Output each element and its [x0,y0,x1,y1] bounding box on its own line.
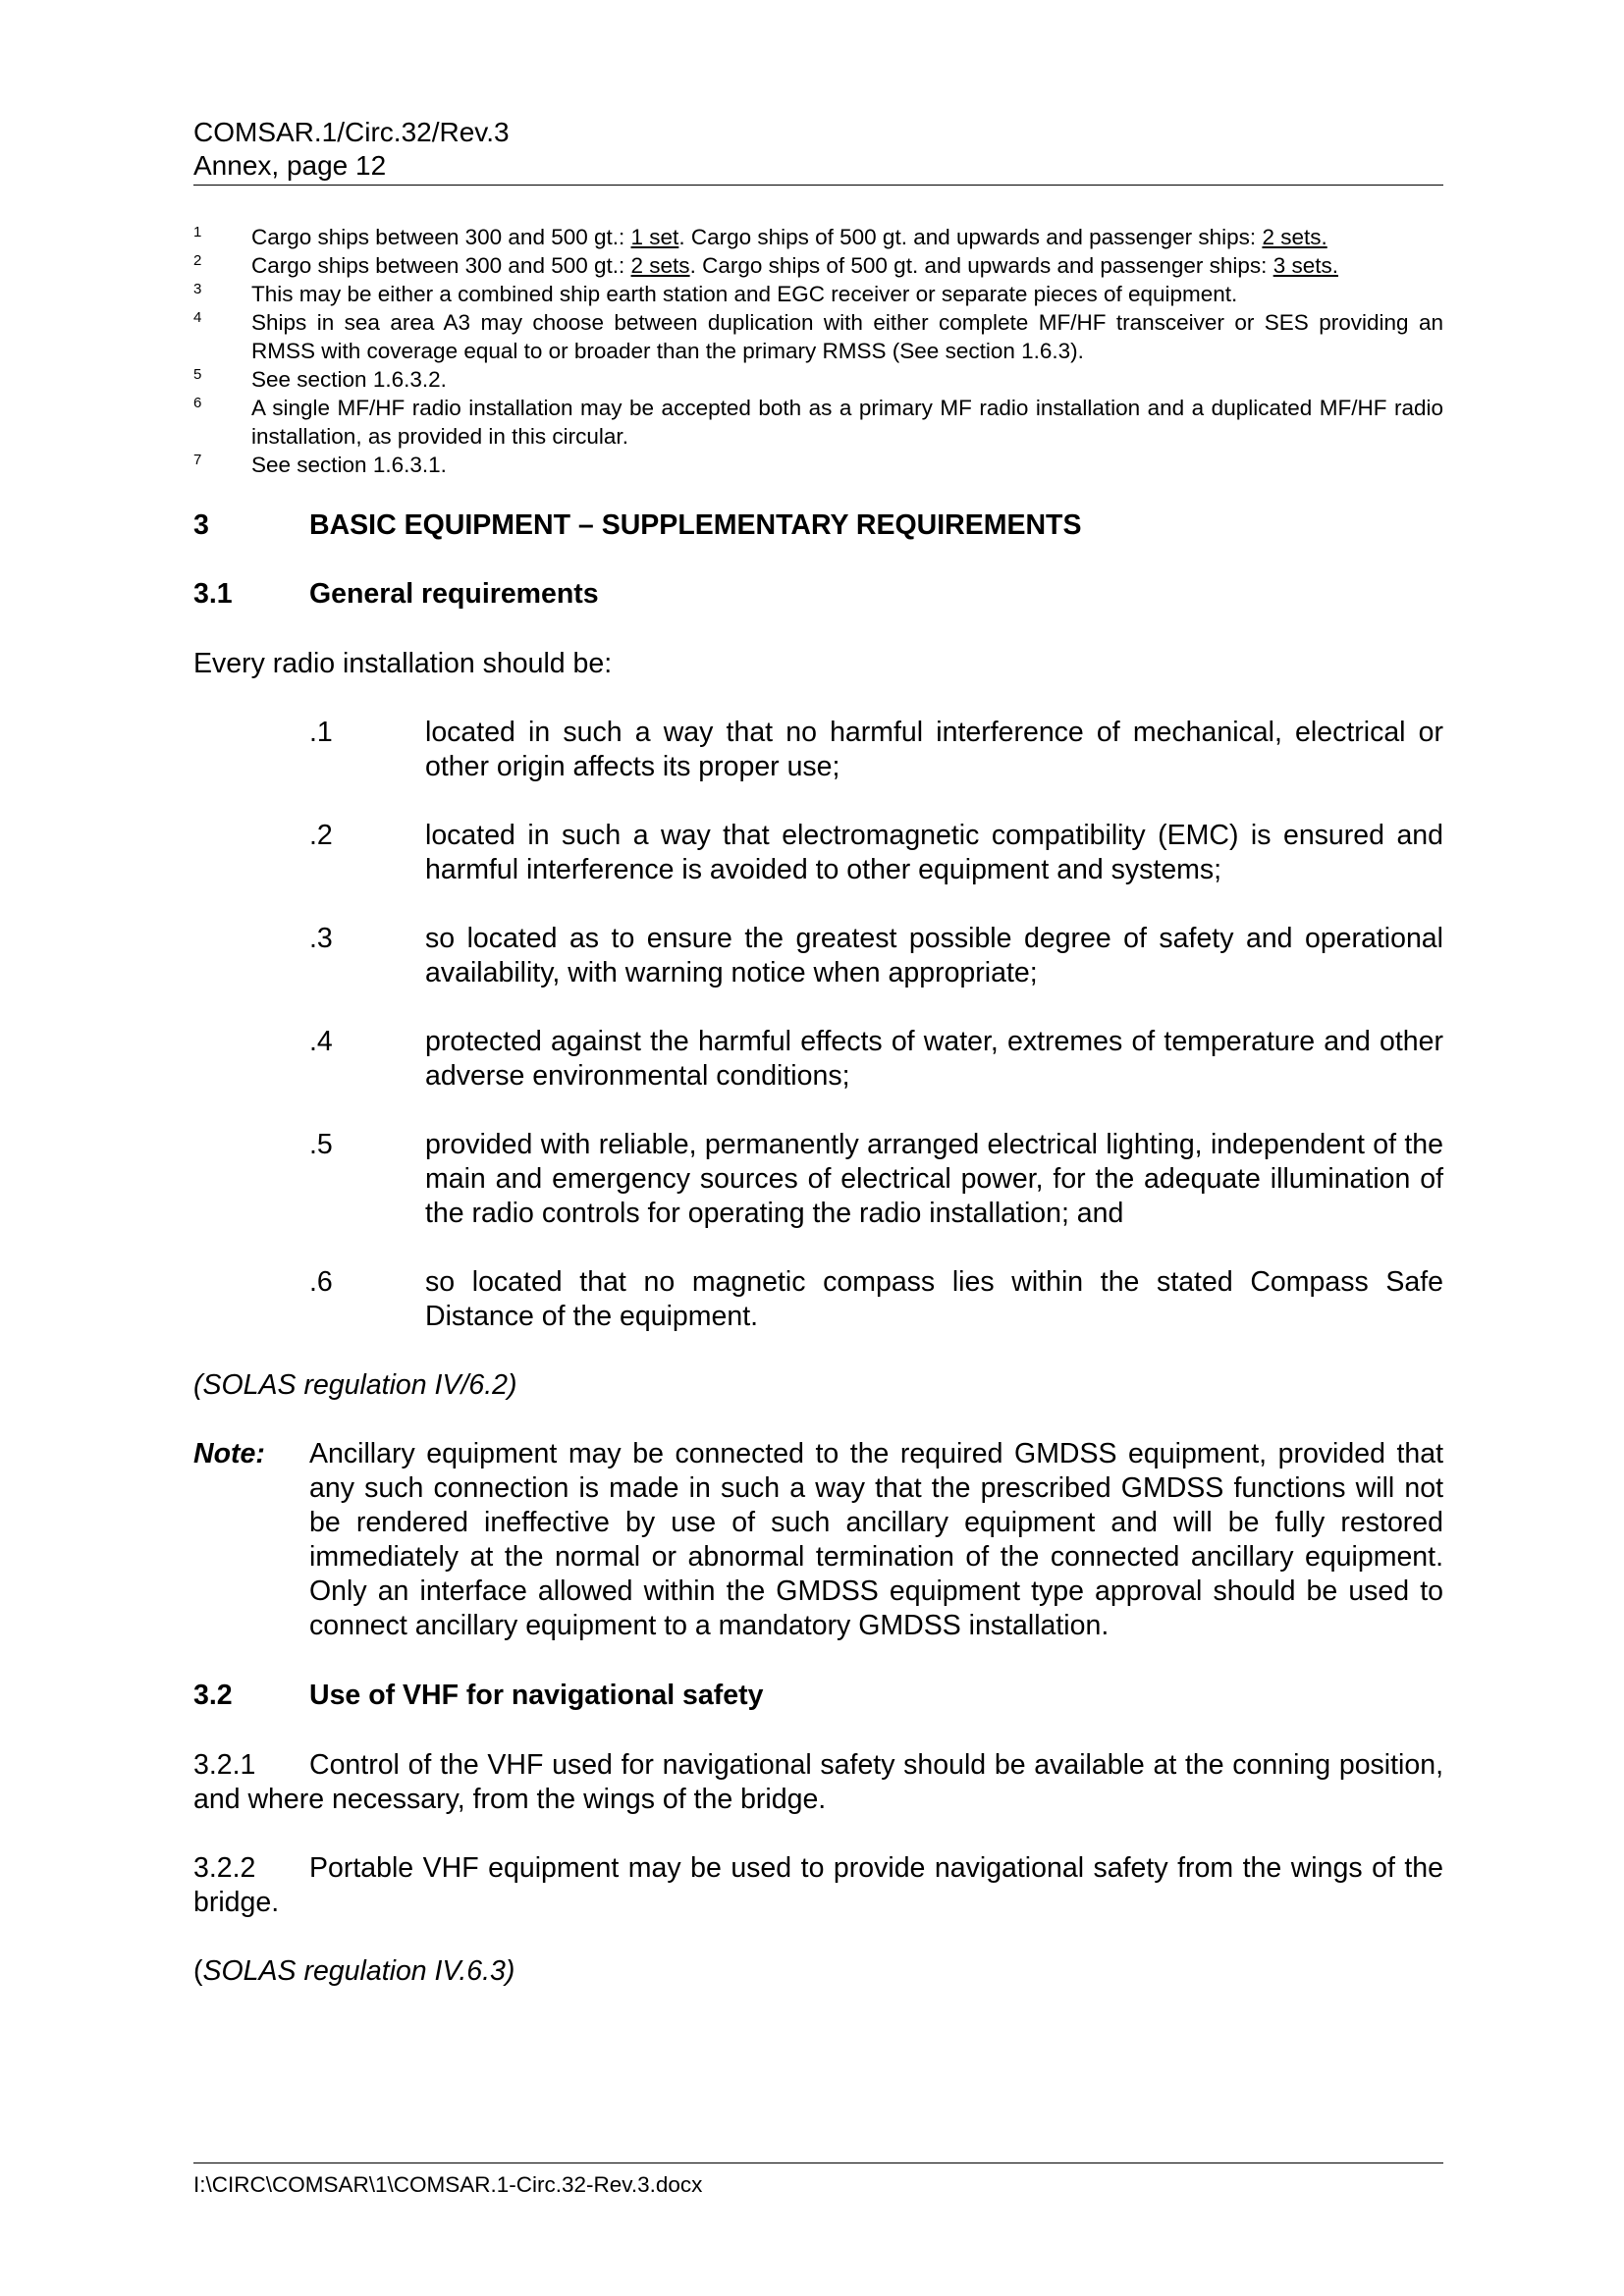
section-3-1-heading [193,577,1443,612]
footnote-number: 4 [193,309,202,326]
item-text: located in such a way that no harmful interference of mechanical, electrical or other origin affects its proper use; [425,717,1443,782]
note-label: Note: [193,1438,265,1469]
footnote-number: 1 [193,224,202,240]
section-title: General requirements [309,578,599,610]
footnote-underlined: 1 set [630,225,679,249]
paragraph-text: Control of the VHF used for navigational safety should be available at the conning position, and where necessary, from the wings of the bridge. [193,1749,1443,1815]
item-number: .2 [309,820,333,851]
footnote-5 [193,365,1443,394]
section-title: Use of VHF for navigational safety [309,1680,764,1711]
footnote-7 [193,451,1443,479]
paragraph-number: 3.2.1 [193,1749,256,1781]
footnote-3 [193,280,1443,308]
paragraph-number: 3.2.2 [193,1852,256,1884]
footnote-text: . Cargo ships of 500 gt. and upwards and passenger ships: [678,225,1263,249]
footnote-underlined: 2 sets. [1262,225,1327,249]
list-item [309,922,1443,990]
section-number: 3.2 [193,1680,233,1711]
document-body [193,508,1443,2023]
section-3-heading [193,508,1443,543]
section-title: BASIC EQUIPMENT – SUPPLEMENTARY REQUIREMENTS [309,509,1082,541]
footnote-number: 5 [193,366,202,383]
footnote-2 [193,251,1443,280]
note-block [193,1437,1443,1643]
footnote-number: 3 [193,281,202,297]
item-number: .1 [309,717,333,748]
footnote-text: A single MF/HF radio installation may be accepted both as a primary MF radio installation and a duplicated MF/HF radio installation, as provided in this circular. [251,396,1443,449]
list-item [309,819,1443,887]
item-text: so located as to ensure the greatest possible degree of safety and operational availability, with warning notice when appropriate; [425,923,1443,988]
item-text: protected against the harmful effects of water, extremes of temperature and other adverse environmental conditions; [425,1026,1443,1092]
paragraph-text: Portable VHF equipment may be used to provide navigational safety from the wings of the bridge. [193,1852,1443,1918]
footnote-number: 7 [193,452,202,468]
list-item [309,716,1443,784]
reference-text: SOLAS regulation IV.6.3) [202,1955,515,1987]
footnote-6 [193,394,1443,451]
list-item [309,1128,1443,1231]
footnote-text: Cargo ships between 300 and 500 gt.: [251,225,631,249]
footnote-text: . Cargo ships of 500 gt. and upwards and passenger ships: [689,253,1273,278]
footnote-text: See section 1.6.3.1. [251,453,447,477]
section-number: 3.1 [193,578,233,610]
file-path: I:\CIRC\COMSAR\1\COMSAR.1-Circ.32-Rev.3.docx [193,2172,703,2197]
footnote-text: This may be either a combined ship earth station and EGC receiver or separate pieces of equipment. [251,282,1238,306]
footnote-underlined: 3 sets. [1272,253,1338,278]
footnote-text: Cargo ships between 300 and 500 gt.: [251,253,631,278]
footnotes [193,223,1443,479]
solas-reference: (SOLAS regulation IV/6.2) [193,1369,517,1401]
section-3-2-heading [193,1679,1443,1713]
document-reference: COMSAR.1/Circ.32/Rev.3 [193,117,510,147]
footnote-number: 6 [193,395,202,411]
page-header [193,116,1443,186]
section-number: 3 [193,509,209,541]
item-number: .3 [309,923,333,954]
item-number: .4 [309,1026,333,1057]
item-number: .6 [309,1266,333,1298]
intro-paragraph: Every radio installation should be: [193,648,613,679]
page-footer [193,2163,1443,2199]
item-number: .5 [309,1129,333,1160]
footnote-underlined: 2 sets [630,253,690,278]
solas-reference [193,1954,1443,1989]
list-item [309,1025,1443,1094]
reference-paren: ( [193,1955,203,1987]
item-text: located in such a way that electromagnetic compatibility (EMC) is ensured and harmful interference is avoided to other equipment and systems; [425,820,1443,885]
footnote-text: See section 1.6.3.2. [251,367,447,392]
list-item [309,1265,1443,1334]
item-text: so located that no magnetic compass lies within the stated Compass Safe Distance of the equipment. [425,1266,1443,1332]
footnote-4 [193,308,1443,365]
footnote-number: 2 [193,252,202,269]
footnote-1 [193,223,1443,251]
footnote-text: Ships in sea area A3 may choose between duplication with either complete MF/HF transceiver or SES providing an RMSS with coverage equal to or broader than the primary RMSS (See section 1.6.3). [251,310,1443,363]
numbered-paragraph [193,1748,1443,1817]
numbered-paragraph [193,1851,1443,1920]
note-text: Ancillary equipment may be connected to the required GMDSS equipment, provided that any such connection is made in such a way that the prescribed GMDSS functions will not be rendered ineffective by use of such ancillary equipment and will be fully restored immediately at the normal or abnormal termination of the connected ancillary equipment. Only an interface allowed within the GMDSS equipment type approval should be used to connect ancillary equipment to a mandatory GMDSS installation. [309,1438,1443,1641]
item-text: provided with reliable, permanently arranged electrical lighting, independent of the main and emergency sources of electrical power, for the adequate illumination of the radio controls for operating the radio installation; and [425,1129,1443,1229]
page-label: Annex, page 12 [193,150,387,181]
